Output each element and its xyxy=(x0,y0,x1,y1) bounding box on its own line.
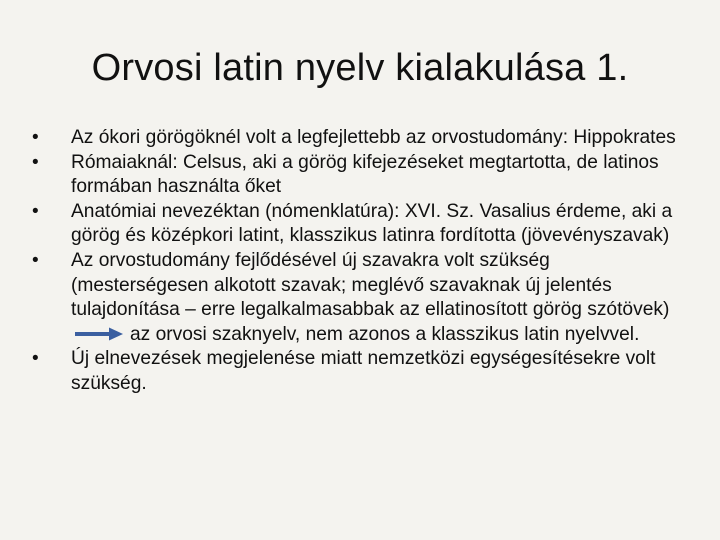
bullet-item-1 xyxy=(30,126,690,151)
bullet-text: Új elnevezések megjelenése miatt nemzetközi egységesítésekre volt szükség. xyxy=(71,348,656,394)
bullet-text: Anatómiai nevezéktan (nómenklatúra): XVI. Sz. Vasalius érdeme, aki a görög és középkori latint, klasszikus latinra fordította (jövevényszavak) xyxy=(71,200,673,247)
bullet-text-before-arrow: Az orvostudomány fejlődésével új szavakra volt szükség (mesterségesen alkotott szavak; meglévő szavaknak új jelentés tulajdonítása – erre legalkalmasabbak az ellatinosított görög szótövek) xyxy=(71,249,670,321)
bullet-text: Rómaiaknál: Celsus, aki a görög kifejezéseket megtartotta, de latinos formában használta őket xyxy=(71,151,659,198)
bullet-marker: • xyxy=(32,127,39,148)
slide-title: Orvosi latin nyelv kialakulása 1. xyxy=(91,47,629,89)
bullet-marker: • xyxy=(32,151,39,173)
bullet-list xyxy=(30,126,690,397)
right-arrow-icon xyxy=(73,326,125,342)
bullet-item-5 xyxy=(30,347,690,396)
bullet-item-2 xyxy=(30,151,690,200)
bullet-item-4 xyxy=(30,249,690,347)
bullet-text: Az ókori görögöknél volt a legfejlettebb az orvostudomány: Hippokrates xyxy=(71,127,676,148)
bullet-item-3 xyxy=(30,200,690,249)
bullet-marker: • xyxy=(32,249,39,271)
bullet-marker: • xyxy=(32,348,39,370)
bullet-marker: • xyxy=(32,200,39,222)
bullet-text-after-arrow: az orvosi szaknyelv, nem azonos a klasszikus latin nyelvvel. xyxy=(130,323,640,345)
